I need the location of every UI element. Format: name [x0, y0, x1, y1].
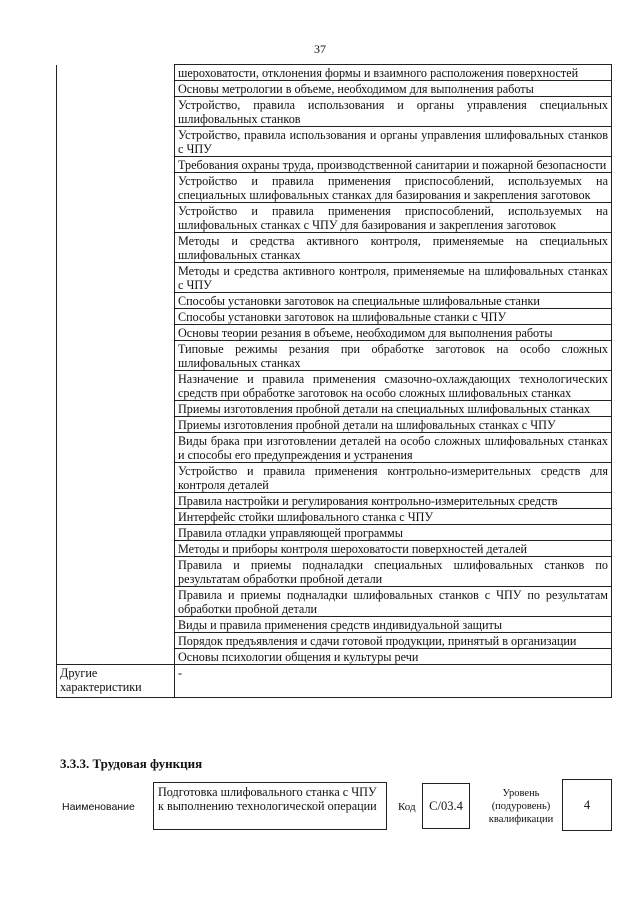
knowledge-item: Приемы изготовления пробной детали на шлифовальных станках с ЧПУ: [175, 417, 611, 433]
left-empty-cell: [57, 65, 175, 665]
knowledge-item: Устройство и правила применения приспособлений, используемых на шлифовальных станках с ЧПУ для базирования и закрепления заготовок: [175, 203, 611, 233]
knowledge-items-cell: [175, 65, 612, 665]
knowledge-item: Требования охраны труда, производственной санитарии и пожарной безопасности: [175, 157, 611, 173]
other-characteristics-label: Другие характеристики: [57, 665, 175, 698]
name-label: Наименование: [62, 801, 135, 813]
qualification-level-box: 4: [562, 779, 612, 831]
knowledge-item: Виды брака при изготовлении деталей на особо сложных шлифовальных станках и способы его предупреждения и устранения: [175, 433, 611, 463]
level-label: Уровень (подуровень) квалификации: [488, 788, 554, 825]
knowledge-item: Основы психологии общения и культуры речи: [178, 650, 419, 664]
knowledge-item: Приемы изготовления пробной детали на специальных шлифовальных станках: [175, 401, 611, 417]
knowledge-item: Методы и приборы контроля шероховатости поверхностей деталей: [175, 541, 611, 557]
knowledge-item: Основы метрологии в объеме, необходимом для выполнения работы: [175, 81, 611, 97]
knowledge-table: [56, 64, 612, 698]
section-title: 3.3.3. Трудовая функция: [60, 756, 203, 771]
knowledge-item: Методы и средства активного контроля, применяемые на специальных шлифовальных станках: [175, 233, 611, 263]
page-number: 37: [314, 42, 326, 56]
knowledge-item: Способы установки заготовок на шлифовальные станки с ЧПУ: [175, 309, 611, 325]
knowledge-item: Правила и приемы подналадки специальных шлифовальных станков по результатам обработки пробной детали: [175, 557, 611, 587]
knowledge-item: Правила настройки и регулирования контрольно-измерительных средств: [175, 493, 611, 509]
knowledge-item: Устройство и правила применения приспособлений, используемых на специальных шлифовальных станках для базирования и закрепления заготовок: [175, 173, 611, 203]
knowledge-item: Устройство и правила применения контрольно-измерительных средств для контроля деталей: [175, 463, 611, 493]
knowledge-items-list: [175, 65, 611, 664]
knowledge-item: Виды и правила применения средств индивидуальной защиты: [175, 617, 611, 633]
knowledge-item: Интерфейс стойки шлифовального станка с ЧПУ: [175, 509, 611, 525]
knowledge-item: Устройство, правила использования и органы управления шлифовальных станков с ЧПУ: [175, 127, 611, 157]
knowledge-item: Основы теории резания в объеме, необходимом для выполнения работы: [175, 325, 611, 341]
knowledge-item: Правила отладки управляющей программы: [175, 525, 611, 541]
knowledge-item: Способы установки заготовок на специальные шлифовальные станки: [175, 293, 611, 309]
table-row-other: [57, 665, 612, 698]
function-name-box: Подготовка шлифовального станка с ЧПУ к выполнению технологической операции: [153, 782, 387, 830]
function-code-box: C/03.4: [422, 783, 470, 829]
knowledge-item: Правила и приемы подналадки шлифовальных станков с ЧПУ по результатам обработки пробной детали: [175, 587, 611, 617]
table-row-knowledge: [57, 65, 612, 665]
knowledge-item: Порядок предъявления и сдачи готовой продукции, принятый в организации: [175, 633, 611, 649]
other-characteristics-value: -: [175, 665, 612, 698]
knowledge-item: Типовые режимы резания при обработке заготовок на особо сложных шлифовальных станках: [175, 341, 611, 371]
code-label: Код: [398, 801, 416, 813]
knowledge-item: Устройство, правила использования и органы управления специальных шлифовальных станков: [175, 97, 611, 127]
knowledge-item: Методы и средства активного контроля, применяемые на шлифовальных станках с ЧПУ: [175, 263, 611, 293]
knowledge-item: шероховатости, отклонения формы и взаимного расположения поверхностей: [175, 65, 611, 81]
knowledge-item: Назначение и правила применения смазочно-охлаждающих технологических средств при обработке заготовок на особо сложных шлифовальных станках: [175, 371, 611, 401]
